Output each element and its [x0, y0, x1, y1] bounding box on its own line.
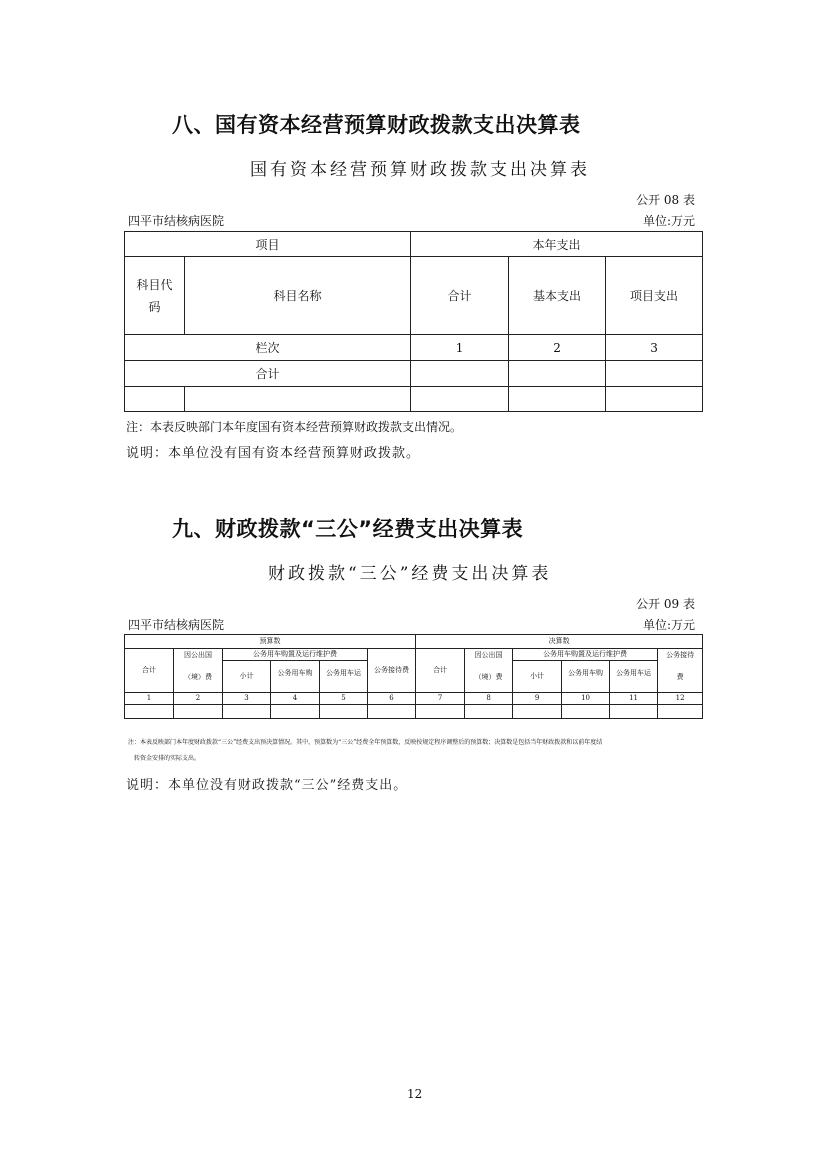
column-number: 6 — [368, 693, 416, 705]
column-number: 2 — [509, 335, 606, 361]
page-number: 12 — [407, 1087, 423, 1101]
empty-cell — [606, 387, 703, 412]
header-budget: 预算数 — [125, 635, 416, 649]
section9-table-title: 财政拨款“三公”经费支出决算表 — [268, 564, 552, 584]
empty-cell — [125, 387, 185, 412]
column-number: 4 — [271, 693, 320, 705]
empty-cell — [509, 361, 606, 387]
header-budget-vehicle-group: 公务用车购置及运行维护费 — [223, 649, 368, 661]
header-final-vehicle-operation: 公务用车运 — [610, 661, 658, 693]
header-budget-vehicle-purchase: 公务用车购 — [271, 661, 320, 693]
empty-cell — [411, 361, 509, 387]
reception-label-bottom: 费 — [676, 673, 684, 682]
column-number: 9 — [513, 693, 562, 705]
section9-note-line2: 转资金安排的实际支出。 — [134, 755, 201, 762]
empty-cell — [411, 387, 509, 412]
section8-table-title: 国有资本经营预算财政拨款支出决算表 — [250, 160, 590, 180]
section8-unit-label: 单位:万元 — [642, 214, 695, 228]
header-budget-abroad — [174, 649, 223, 693]
empty-cell — [465, 705, 513, 719]
empty-cell — [320, 705, 368, 719]
empty-cell — [174, 705, 223, 719]
header-budget-total: 合计 — [125, 649, 174, 693]
empty-cell — [509, 387, 606, 412]
reception-label-top: 公务接待 — [666, 651, 695, 659]
section8-note: 注：本表反映部门本年度国有资本经营预算财政拨款支出情况。 — [126, 420, 463, 434]
section9-form-number: 公开 09 表 — [636, 597, 695, 611]
column-number: 11 — [610, 693, 658, 705]
empty-cell — [271, 705, 320, 719]
column-number: 10 — [562, 693, 610, 705]
header-final-vehicle-purchase: 公务用车购 — [562, 661, 610, 693]
header-total: 合计 — [411, 257, 509, 335]
empty-cell — [606, 361, 703, 387]
empty-cell — [185, 387, 411, 412]
header-final-vehicle-group: 公务用车购置及运行维护费 — [513, 649, 658, 661]
section8-unit-name: 四平市结核病医院 — [128, 214, 225, 228]
section8-table — [124, 231, 703, 412]
column-number: 8 — [465, 693, 513, 705]
abroad-label-bottom: （境）费 — [184, 673, 212, 682]
header-final-subtotal: 小计 — [513, 661, 562, 693]
column-number: 3 — [223, 693, 271, 705]
section9-explanation: 说明：本单位没有财政拨款“三公”经费支出。 — [126, 778, 408, 793]
header-budget-subtotal: 小计 — [223, 661, 271, 693]
header-project: 项目 — [125, 232, 411, 257]
section9-note-line1: 注：本表反映部门本年度财政拨款“三公”经费支出预决算情况。其中，预算数为“三公”经费全年预算数，反映按规定程序调整后的预算数；决算数是包括当年财政拨款和以前年度结 — [128, 739, 603, 746]
column-number: 1 — [125, 693, 174, 705]
empty-cell — [125, 705, 174, 719]
abroad-label-top: 因公出国 — [474, 651, 503, 659]
section8-heading: 八、国有资本经营预算财政拨款支出决算表 — [172, 113, 581, 137]
column-number: 3 — [606, 335, 703, 361]
header-final: 决算数 — [416, 635, 703, 649]
header-subject-code: 科目代码 — [125, 257, 185, 335]
abroad-label-top: 因公出国 — [184, 651, 212, 659]
section8-form-number: 公开 08 表 — [636, 193, 695, 207]
header-basic-expense: 基本支出 — [509, 257, 606, 335]
column-row-label: 栏次 — [125, 335, 411, 361]
empty-cell — [416, 705, 465, 719]
section9-table — [124, 634, 703, 719]
empty-cell — [658, 705, 703, 719]
header-final-abroad — [465, 649, 513, 693]
header-current-year-expense: 本年支出 — [411, 232, 703, 257]
empty-cell — [610, 705, 658, 719]
abroad-label-bottom: （境）费 — [474, 673, 503, 682]
column-number: 12 — [658, 693, 703, 705]
column-number: 5 — [320, 693, 368, 705]
header-project-expense: 项目支出 — [606, 257, 703, 335]
header-subject-name: 科目名称 — [185, 257, 411, 335]
column-number: 2 — [174, 693, 223, 705]
column-number: 1 — [411, 335, 509, 361]
empty-cell — [223, 705, 271, 719]
section9-heading: 九、财政拨款“三公”经费支出决算表 — [172, 517, 524, 541]
section8-explanation: 说明：本单位没有国有资本经营预算财政拨款。 — [126, 446, 421, 461]
header-budget-vehicle-operation: 公务用车运 — [320, 661, 368, 693]
empty-cell — [368, 705, 416, 719]
section9-unit-label: 单位:万元 — [642, 618, 695, 632]
total-row-label: 合计 — [125, 361, 411, 387]
section9-unit-name: 四平市结核病医院 — [128, 618, 225, 632]
header-final-total: 合计 — [416, 649, 465, 693]
header-budget-reception: 公务接待费 — [368, 649, 416, 693]
column-number: 7 — [416, 693, 465, 705]
header-final-reception — [658, 649, 703, 693]
empty-cell — [513, 705, 562, 719]
empty-cell — [562, 705, 610, 719]
